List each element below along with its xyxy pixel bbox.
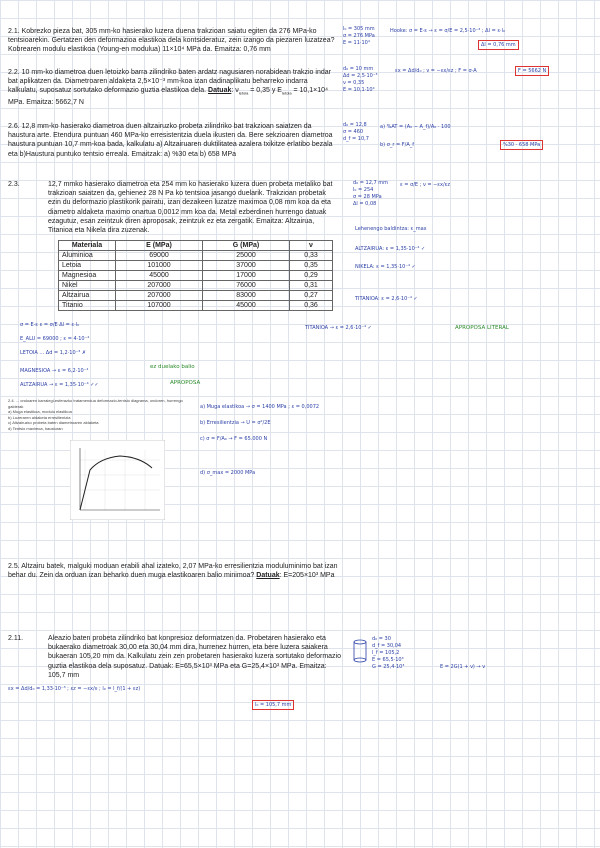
scan-line: d) Tentsio maximoa, hausturan bbox=[8, 425, 63, 431]
handwriting-work-6: TITANIOA → ε = 2,6·10⁻⁴ ✓ bbox=[305, 325, 372, 331]
handwriting-2-4-a: a) Muga elastikoa → σ = 1400 MPa ; ε = 0,0072 bbox=[200, 404, 320, 410]
table-cell: 45000 bbox=[203, 301, 290, 311]
answer-box-2-2: F = 5662 N bbox=[515, 66, 549, 76]
table-row bbox=[59, 291, 333, 301]
table-cell: Magnesioa bbox=[59, 271, 116, 281]
handwriting-2-3: d₀ = 12,7 mm l₀ = 254 σ = 28 MPa Δl = 0,08 bbox=[353, 180, 389, 207]
p22-e-sub: letoia bbox=[281, 90, 292, 96]
table-cell: 37000 bbox=[203, 261, 290, 271]
handwriting-2-6-eq2: b) σ_r = F/A_f bbox=[380, 142, 415, 148]
problem-2-11-num: 2.11. bbox=[8, 635, 24, 642]
answer-box-2-1: Δl = 0,76 mm bbox=[478, 40, 519, 50]
p25-tail: : E=205×10³ MPa bbox=[279, 572, 335, 580]
table-row bbox=[59, 281, 333, 291]
handwriting-2-11-work: εx = Δd/d₀ = 1,33·10⁻³ ; εz = −εx/ν ; l₀ = l_f/(1 + εz) bbox=[8, 686, 141, 692]
table-cell: Aluminioa bbox=[59, 251, 116, 261]
datuak-label-2-5: Datuak bbox=[256, 572, 280, 580]
handwriting-2-4-c: c) σ = F/A₀ → F = 65.000 N bbox=[200, 436, 268, 442]
table-cell: 0,36 bbox=[290, 301, 333, 311]
table-cell: 17000 bbox=[203, 271, 290, 281]
problem-2-5 bbox=[8, 562, 338, 580]
table-cell: 101000 bbox=[116, 261, 203, 271]
handwriting-2-11: d₀ = 30 d_f = 30,04 l_f = 105,2 E = 65,5·10³ G = 25,4·10³ bbox=[372, 636, 405, 670]
scan-line: c) Altzairuzko probeta baten diametroaren aldaketa bbox=[8, 420, 99, 425]
p22-data-rest: = 0,35 y E bbox=[248, 87, 282, 95]
datuak-label-2-2: Datuak bbox=[208, 87, 232, 95]
handwriting-2-3-c2: ALTZAIRUA: ε = 1,35·10⁻⁴ ✓ bbox=[355, 246, 426, 252]
table-header: G (MPa) bbox=[203, 241, 290, 251]
handwriting-2-4-b: b) Erresilientzia → U = σ²/2E bbox=[200, 420, 271, 426]
table-cell: 107000 bbox=[116, 301, 203, 311]
handwriting-2-2: d₀ = 10 mm Δd = 2,5·10⁻³ ν = 0,35 E = 10,1·10⁴ bbox=[343, 66, 378, 93]
handwriting-work-5: ALTZAIRUA → ε = 1,35·10⁻⁴ ✓✓ bbox=[20, 382, 99, 388]
p22-data: : ν bbox=[231, 87, 239, 95]
scan-problem-2-4 bbox=[8, 398, 188, 431]
problem-2-2 bbox=[8, 68, 338, 107]
table-cell: Letoia bbox=[59, 261, 116, 271]
table-header: E (MPa) bbox=[116, 241, 203, 251]
handwriting-2-3-c1: Lehenengo baldintza: ε_max bbox=[355, 226, 427, 232]
scan-line: b) Luzeraren aldaketa erresilientzia bbox=[8, 414, 71, 420]
table-row bbox=[59, 251, 333, 261]
p22-tail: = 10,1×10⁴ MPa. Emaitza: 5662,7 N bbox=[8, 87, 329, 106]
table-cell: 0,33 bbox=[290, 251, 333, 261]
table-row bbox=[59, 271, 333, 281]
p22-data-sub: letoia bbox=[238, 90, 249, 96]
problem-2-1: 2.1. Kobrezko pieza bat, 305 mm-ko hasierako luzera duena trakzioan saiatu egiten da 276 MPa-ko tentsioarekin. Gertatzen den deformazioa elastikoa dela kontsideratuz, zein izango da piezaren luzatzea? Kobrearen modulu elastikoa (Young-en modulua) 11×10⁴ MPa da. Emaitza: 0,76 mm bbox=[8, 28, 335, 54]
answer-box-2-11: l₀ = 105,7 mm bbox=[252, 700, 294, 710]
table-cell: 25000 bbox=[203, 251, 290, 261]
problem-2-3: 12,7 mmko hasierako diametroa eta 254 mm ko hasierako luzera duen probeta metaliko bat trakzioan saiatzen da, gehienez 28 N Pa ko tentsioa jasango duelarik. Trakzioan probetak ezin du deformazio plastikorik pairatu, izan dezakeen luzatze maximoa 0,08 mm koa da eta diametro aldaketa maximo onartua 0,0012 mm koa da. Metal ezberdinen hurrengo datuak ezagutuz, esan zeintzuk diren aproposak, zeintzuk ez eta zergatik. Emaitza: Altzairua, Titanioa eta Nikela dira zuzenak. bbox=[48, 181, 333, 235]
handwriting-2-1-eq: Hooke: σ = E·ε → ε = σ/E = 2,5·10⁻³ ; Δl = ε·l₀ bbox=[390, 28, 506, 34]
cylinder-sketch bbox=[352, 638, 368, 664]
table-cell: 207000 bbox=[116, 281, 203, 291]
apropos-note-2: APROPOSA bbox=[170, 380, 201, 386]
handwriting-2-1: l₀ = 305 mm σ = 276 MPa E = 11·10⁴ bbox=[343, 26, 375, 46]
table-cell: 69000 bbox=[116, 251, 203, 261]
table-cell: 83000 bbox=[203, 291, 290, 301]
answer-box-2-6: %30 · 658 MPa bbox=[500, 140, 543, 150]
scan-line: a) Muga elastikoa, modulu elastikoa bbox=[8, 409, 72, 414]
handwriting-work-4: MAGNESIOA → ε = 6,2·10⁻⁴ bbox=[20, 368, 89, 374]
table-cell: 207000 bbox=[116, 291, 203, 301]
handwriting-2-3-c4: TITANIOA: ε = 2,6·10⁻⁴ ✓ bbox=[355, 296, 418, 302]
handwriting-2-3-eq: ε = σ/E ; ν = −εx/εz bbox=[400, 182, 450, 188]
handwriting-2-2-eq: εx = Δd/d₀ ; ν = −εx/εz ; F = σ·A bbox=[395, 68, 477, 74]
table-cell: 0,31 bbox=[290, 281, 333, 291]
apropos-note-1: APROPOSA LITERAL bbox=[455, 325, 509, 331]
handwriting-work-2: E_ALU = 69000 ; ε = 4·10⁻⁴ bbox=[20, 336, 90, 342]
stress-strain-diagram bbox=[70, 440, 165, 520]
not-apropos-note: ez duelako balio bbox=[150, 364, 195, 370]
table-cell: Titanio bbox=[59, 301, 116, 311]
table-cell: 0,35 bbox=[290, 261, 333, 271]
handwriting-2-3-c3: NIKELA: ε = 1,35·10⁻⁴ ✓ bbox=[355, 264, 416, 270]
table-row bbox=[59, 301, 333, 311]
problem-2-11: Aleazio baten probeta zilindriko bat konpresioz deformatzen da. Probetaren hasierako eta bukaerako diametroak 30,00 eta 30,04 mm dira, hurrenez hurren, eta bere luzera saiakera bukaeran 105,20 mm da. Kalkulatu zein zen probetaren hasierako luzera sortutako deformazio guztia elastikoa dela suposatuz. Datuak: E=65,5×10³ MPa eta G=25,4×10³ MPa. Emaitza: 105,7 mm bbox=[48, 635, 342, 679]
table-header: Materiala bbox=[59, 241, 116, 251]
table-cell: 76000 bbox=[203, 281, 290, 291]
table-header: ν bbox=[290, 241, 333, 251]
table-cell: Altzairua bbox=[59, 291, 116, 301]
scan-line: 2.4. ... ondoaren karraiegi-esferazko tratamendua deformazio-tentsio diagrama, ondoren, hurrengo galderak bbox=[8, 398, 183, 409]
handwriting-2-11-eq: E = 2G(1 + ν) → ν bbox=[440, 664, 485, 670]
handwriting-work-1: σ = E·ε ε = σ/E Δl = ε·l₀ bbox=[20, 322, 80, 328]
materials-table bbox=[58, 240, 333, 311]
problem-2-2-text: 2.2. 10 mm-ko diametroa duen letoizko barra zilindriko baten ardatz nagusiaren norabidean trakzio indar bat aplikatzen da. Diametroaren aldaketa 2,5×10⁻³ mm-koa izan dadinaplikatu beharreko indarra kalkulatu, suposatuz sortutako deformazio guztia elastikoa dela. bbox=[8, 69, 331, 95]
table-cell: Nikel bbox=[59, 281, 116, 291]
handwriting-2-6: d₀ = 12,8 σ = 460 d_f = 10,7 bbox=[343, 122, 369, 142]
table-cell: 45000 bbox=[116, 271, 203, 281]
problem-2-3-num: 2.3. bbox=[8, 181, 20, 188]
table-cell: 0,27 bbox=[290, 291, 333, 301]
handwriting-work-3: LETOIA ... Δd = 1,2·10⁻³ ✗ bbox=[20, 350, 87, 356]
handwriting-2-4-d: d) σ_max = 2000 MPa bbox=[200, 470, 256, 476]
handwriting-2-6-eq: a) %AT = (A₀ − A_f)/A₀ · 100 bbox=[380, 124, 451, 130]
table-cell: 0,29 bbox=[290, 271, 333, 281]
table-row bbox=[59, 261, 333, 271]
problem-2-6: 2.6. 12,8 mm-ko hasierako diametroa duen altzairuzko probeta zilindriko bat trakzioan saiatzen da haustura arte. Etendura puntuan 460 MPa-ko erresistentzia duela ikusten da. Bere sekzioaren diametroa haustura puntuan 10,7 mm-koa bada, kalkulatu a) Altzairuaren duktilitatea azalera txikitze erlatibo bezala eta b)Haustura puntuko tentsio erreala. Emaitzak: a) %30 eta b) 658 MPa bbox=[8, 123, 333, 158]
problem-2-5-text: 2.5. Altzairu batek, malguki moduan erabili ahal izateko, 2,07 MPa-ko erresilientzia moduluminimo bat izan behar du. Zein da orduan izan beharko duen muga elastikoaren balio minimoa? bbox=[8, 563, 338, 580]
